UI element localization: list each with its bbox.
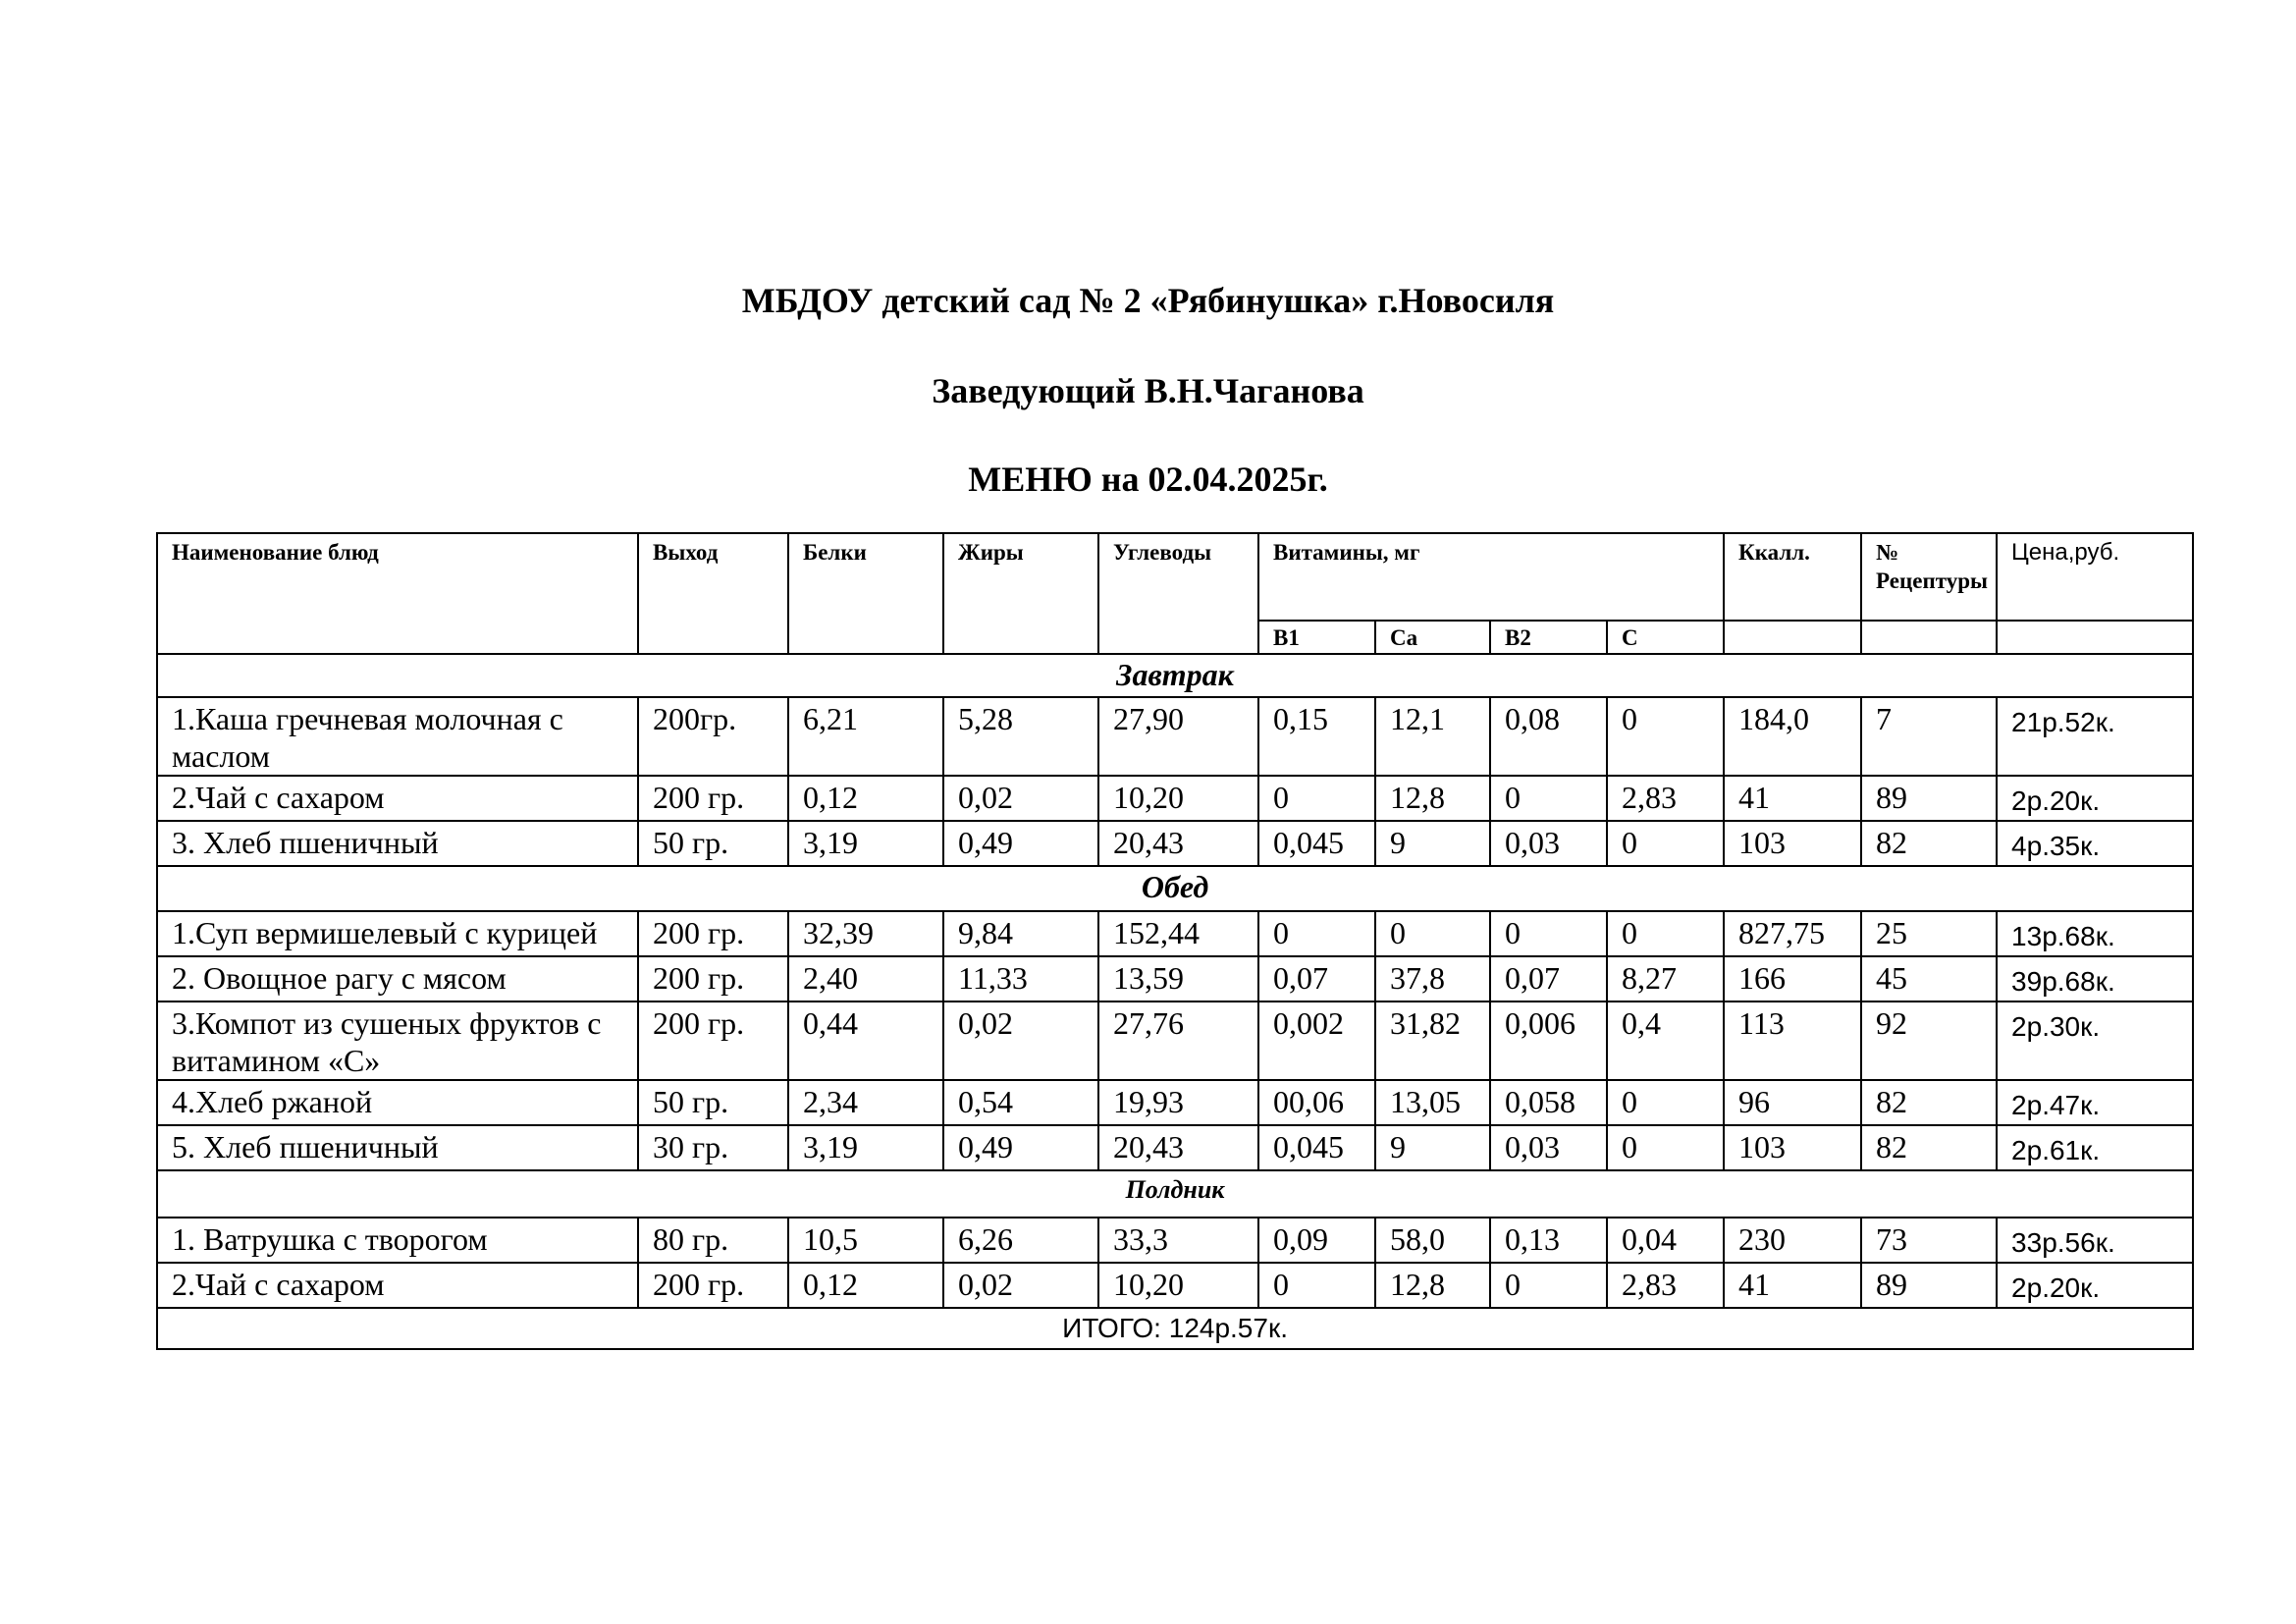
fat-cell: 9,84 bbox=[943, 911, 1098, 956]
vitamin-b2-cell: 0 bbox=[1490, 911, 1607, 956]
recipe-number-cell: 89 bbox=[1861, 1263, 1997, 1308]
carbs-cell: 19,93 bbox=[1098, 1080, 1258, 1125]
col-header-b1: В1 bbox=[1258, 621, 1375, 654]
output-cell: 30 гр. bbox=[638, 1125, 788, 1170]
fat-cell: 0,49 bbox=[943, 821, 1098, 866]
fat-cell: 0,02 bbox=[943, 1263, 1098, 1308]
section-title: Обед bbox=[157, 866, 2193, 911]
section-title: Полдник bbox=[157, 1170, 2193, 1218]
table-row bbox=[157, 776, 2193, 821]
col-header-protein: Белки bbox=[788, 533, 943, 654]
recipe-number-cell: 89 bbox=[1861, 776, 1997, 821]
col-header-ca: Са bbox=[1375, 621, 1490, 654]
output-cell: 50 гр. bbox=[638, 821, 788, 866]
vitamin-ca-cell: 13,05 bbox=[1375, 1080, 1490, 1125]
vitamin-c-cell: 0 bbox=[1607, 821, 1724, 866]
total-row bbox=[157, 1308, 2193, 1349]
vitamin-b1-cell: 0 bbox=[1258, 776, 1375, 821]
table-row bbox=[157, 697, 2193, 776]
output-cell: 50 гр. bbox=[638, 1080, 788, 1125]
col-header-vitamins: Витамины, мг bbox=[1258, 533, 1724, 621]
carbs-cell: 13,59 bbox=[1098, 956, 1258, 1001]
vitamin-b2-cell: 0,08 bbox=[1490, 697, 1607, 776]
col-header-name: Наименование блюд bbox=[157, 533, 638, 654]
vitamin-ca-cell: 12,8 bbox=[1375, 776, 1490, 821]
col-header-price: Цена,руб. bbox=[1997, 533, 2193, 621]
vitamin-ca-cell: 9 bbox=[1375, 821, 1490, 866]
kcal-cell: 41 bbox=[1724, 1263, 1861, 1308]
output-cell: 200 гр. bbox=[638, 1001, 788, 1080]
vitamin-c-cell: 0 bbox=[1607, 1080, 1724, 1125]
protein-cell: 32,39 bbox=[788, 911, 943, 956]
vitamin-b2-cell: 0 bbox=[1490, 1263, 1607, 1308]
fat-cell: 0,54 bbox=[943, 1080, 1098, 1125]
recipe-number-cell: 82 bbox=[1861, 1080, 1997, 1125]
vitamin-b1-cell: 0,15 bbox=[1258, 697, 1375, 776]
vitamin-ca-cell: 9 bbox=[1375, 1125, 1490, 1170]
dish-name-cell: 1.Каша гречневая молочная с маслом bbox=[157, 697, 638, 776]
vitamin-b1-cell: 00,06 bbox=[1258, 1080, 1375, 1125]
price-cell: 39р.68к. bbox=[1997, 956, 2193, 1001]
carbs-cell: 10,20 bbox=[1098, 1263, 1258, 1308]
protein-cell: 10,5 bbox=[788, 1218, 943, 1263]
vitamin-b1-cell: 0,002 bbox=[1258, 1001, 1375, 1080]
recipe-number-cell: 45 bbox=[1861, 956, 1997, 1001]
output-cell: 200 гр. bbox=[638, 911, 788, 956]
col-header-carbs: Углеводы bbox=[1098, 533, 1258, 654]
protein-cell: 0,44 bbox=[788, 1001, 943, 1080]
fat-cell: 6,26 bbox=[943, 1218, 1098, 1263]
fat-cell: 0,02 bbox=[943, 1001, 1098, 1080]
protein-cell: 3,19 bbox=[788, 821, 943, 866]
protein-cell: 2,34 bbox=[788, 1080, 943, 1125]
col-header-fat: Жиры bbox=[943, 533, 1098, 654]
vitamin-ca-cell: 37,8 bbox=[1375, 956, 1490, 1001]
col-header-output: Выход bbox=[638, 533, 788, 654]
dish-name-cell: 3.Компот из сушеных фруктов с витамином «С» bbox=[157, 1001, 638, 1080]
table-row bbox=[157, 821, 2193, 866]
kcal-cell: 113 bbox=[1724, 1001, 1861, 1080]
total-cell: ИТОГО: 124р.57к. bbox=[157, 1308, 2193, 1349]
section-row bbox=[157, 866, 2193, 911]
carbs-cell: 27,90 bbox=[1098, 697, 1258, 776]
fat-cell: 0,49 bbox=[943, 1125, 1098, 1170]
vitamin-b2-cell: 0,006 bbox=[1490, 1001, 1607, 1080]
vitamin-b1-cell: 0 bbox=[1258, 1263, 1375, 1308]
protein-cell: 6,21 bbox=[788, 697, 943, 776]
vitamin-c-cell: 0 bbox=[1607, 697, 1724, 776]
carbs-cell: 20,43 bbox=[1098, 821, 1258, 866]
vitamin-c-cell: 2,83 bbox=[1607, 1263, 1724, 1308]
director-line: Заведующий В.Н.Чаганова bbox=[932, 371, 1364, 410]
vitamin-b2-cell: 0 bbox=[1490, 776, 1607, 821]
protein-cell: 2,40 bbox=[788, 956, 943, 1001]
fat-cell: 11,33 bbox=[943, 956, 1098, 1001]
table-row bbox=[157, 1125, 2193, 1170]
recipe-number-cell: 25 bbox=[1861, 911, 1997, 956]
vitamin-ca-cell: 12,8 bbox=[1375, 1263, 1490, 1308]
menu-date-title: МЕНЮ на 02.04.2025г. bbox=[968, 460, 1328, 499]
carbs-cell: 152,44 bbox=[1098, 911, 1258, 956]
price-cell: 21р.52к. bbox=[1997, 697, 2193, 776]
col-header-kcal: Ккалл. bbox=[1724, 533, 1861, 621]
protein-cell: 3,19 bbox=[788, 1125, 943, 1170]
dish-name-cell: 2.Чай с сахаром bbox=[157, 776, 638, 821]
kcal-cell: 103 bbox=[1724, 821, 1861, 866]
vitamin-b1-cell: 0,045 bbox=[1258, 821, 1375, 866]
vitamin-b2-cell: 0,13 bbox=[1490, 1218, 1607, 1263]
col-header-b2: В2 bbox=[1490, 621, 1607, 654]
vitamin-ca-cell: 58,0 bbox=[1375, 1218, 1490, 1263]
header-row bbox=[157, 533, 2193, 621]
table-row bbox=[157, 956, 2193, 1001]
vitamin-c-cell: 0,04 bbox=[1607, 1218, 1724, 1263]
kcal-cell: 41 bbox=[1724, 776, 1861, 821]
price-cell: 13р.68к. bbox=[1997, 911, 2193, 956]
kcal-cell: 103 bbox=[1724, 1125, 1861, 1170]
vitamin-c-cell: 0 bbox=[1607, 1125, 1724, 1170]
table-row bbox=[157, 911, 2193, 956]
vitamin-b1-cell: 0,045 bbox=[1258, 1125, 1375, 1170]
subheader-empty-recipe bbox=[1861, 621, 1997, 654]
dish-name-cell: 3. Хлеб пшеничный bbox=[157, 821, 638, 866]
dish-name-cell: 4.Хлеб ржаной bbox=[157, 1080, 638, 1125]
output-cell: 200 гр. bbox=[638, 1263, 788, 1308]
protein-cell: 0,12 bbox=[788, 776, 943, 821]
vitamin-c-cell: 2,83 bbox=[1607, 776, 1724, 821]
fat-cell: 0,02 bbox=[943, 776, 1098, 821]
kcal-cell: 166 bbox=[1724, 956, 1861, 1001]
vitamin-c-cell: 0 bbox=[1607, 911, 1724, 956]
section-row bbox=[157, 1170, 2193, 1218]
vitamin-c-cell: 0,4 bbox=[1607, 1001, 1724, 1080]
col-header-recipe: № Рецептуры bbox=[1861, 533, 1997, 621]
output-cell: 200 гр. bbox=[638, 776, 788, 821]
price-cell: 2р.61к. bbox=[1997, 1125, 2193, 1170]
table-row bbox=[157, 1001, 2193, 1080]
vitamin-b2-cell: 0,058 bbox=[1490, 1080, 1607, 1125]
vitamin-b2-cell: 0,07 bbox=[1490, 956, 1607, 1001]
protein-cell: 0,12 bbox=[788, 1263, 943, 1308]
carbs-cell: 33,3 bbox=[1098, 1218, 1258, 1263]
price-cell: 2р.20к. bbox=[1997, 1263, 2193, 1308]
section-title: Завтрак bbox=[157, 654, 2193, 697]
vitamin-ca-cell: 12,1 bbox=[1375, 697, 1490, 776]
carbs-cell: 20,43 bbox=[1098, 1125, 1258, 1170]
price-cell: 2р.30к. bbox=[1997, 1001, 2193, 1080]
price-cell: 2р.20к. bbox=[1997, 776, 2193, 821]
vitamin-b2-cell: 0,03 bbox=[1490, 821, 1607, 866]
recipe-number-cell: 82 bbox=[1861, 821, 1997, 866]
vitamin-ca-cell: 31,82 bbox=[1375, 1001, 1490, 1080]
vitamin-b1-cell: 0,07 bbox=[1258, 956, 1375, 1001]
institution-title: МБДОУ детский сад № 2 «Рябинушка» г.Новосиля bbox=[741, 281, 1555, 320]
table-row bbox=[157, 1218, 2193, 1263]
dish-name-cell: 1.Суп вермишелевый с курицей bbox=[157, 911, 638, 956]
col-header-c: С bbox=[1607, 621, 1724, 654]
dish-name-cell: 2. Овощное рагу с мясом bbox=[157, 956, 638, 1001]
kcal-cell: 184,0 bbox=[1724, 697, 1861, 776]
table-row bbox=[157, 1263, 2193, 1308]
kcal-cell: 827,75 bbox=[1724, 911, 1861, 956]
vitamin-b1-cell: 0,09 bbox=[1258, 1218, 1375, 1263]
dish-name-cell: 5. Хлеб пшеничный bbox=[157, 1125, 638, 1170]
price-cell: 4р.35к. bbox=[1997, 821, 2193, 866]
dish-name-cell: 2.Чай с сахаром bbox=[157, 1263, 638, 1308]
vitamin-b1-cell: 0 bbox=[1258, 911, 1375, 956]
kcal-cell: 230 bbox=[1724, 1218, 1861, 1263]
recipe-number-cell: 82 bbox=[1861, 1125, 1997, 1170]
vitamin-c-cell: 8,27 bbox=[1607, 956, 1724, 1001]
fat-cell: 5,28 bbox=[943, 697, 1098, 776]
vitamin-b2-cell: 0,03 bbox=[1490, 1125, 1607, 1170]
subheader-empty-price bbox=[1997, 621, 2193, 654]
recipe-number-cell: 92 bbox=[1861, 1001, 1997, 1080]
price-cell: 2р.47к. bbox=[1997, 1080, 2193, 1125]
table-row bbox=[157, 1080, 2193, 1125]
menu-table bbox=[156, 532, 2194, 1350]
recipe-number-cell: 7 bbox=[1861, 697, 1997, 776]
output-cell: 200 гр. bbox=[638, 956, 788, 1001]
carbs-cell: 10,20 bbox=[1098, 776, 1258, 821]
recipe-number-cell: 73 bbox=[1861, 1218, 1997, 1263]
output-cell: 200гр. bbox=[638, 697, 788, 776]
price-cell: 33р.56к. bbox=[1997, 1218, 2193, 1263]
kcal-cell: 96 bbox=[1724, 1080, 1861, 1125]
section-row bbox=[157, 654, 2193, 697]
output-cell: 80 гр. bbox=[638, 1218, 788, 1263]
carbs-cell: 27,76 bbox=[1098, 1001, 1258, 1080]
dish-name-cell: 1. Ватрушка с творогом bbox=[157, 1218, 638, 1263]
vitamin-ca-cell: 0 bbox=[1375, 911, 1490, 956]
subheader-empty-kcal bbox=[1724, 621, 1861, 654]
